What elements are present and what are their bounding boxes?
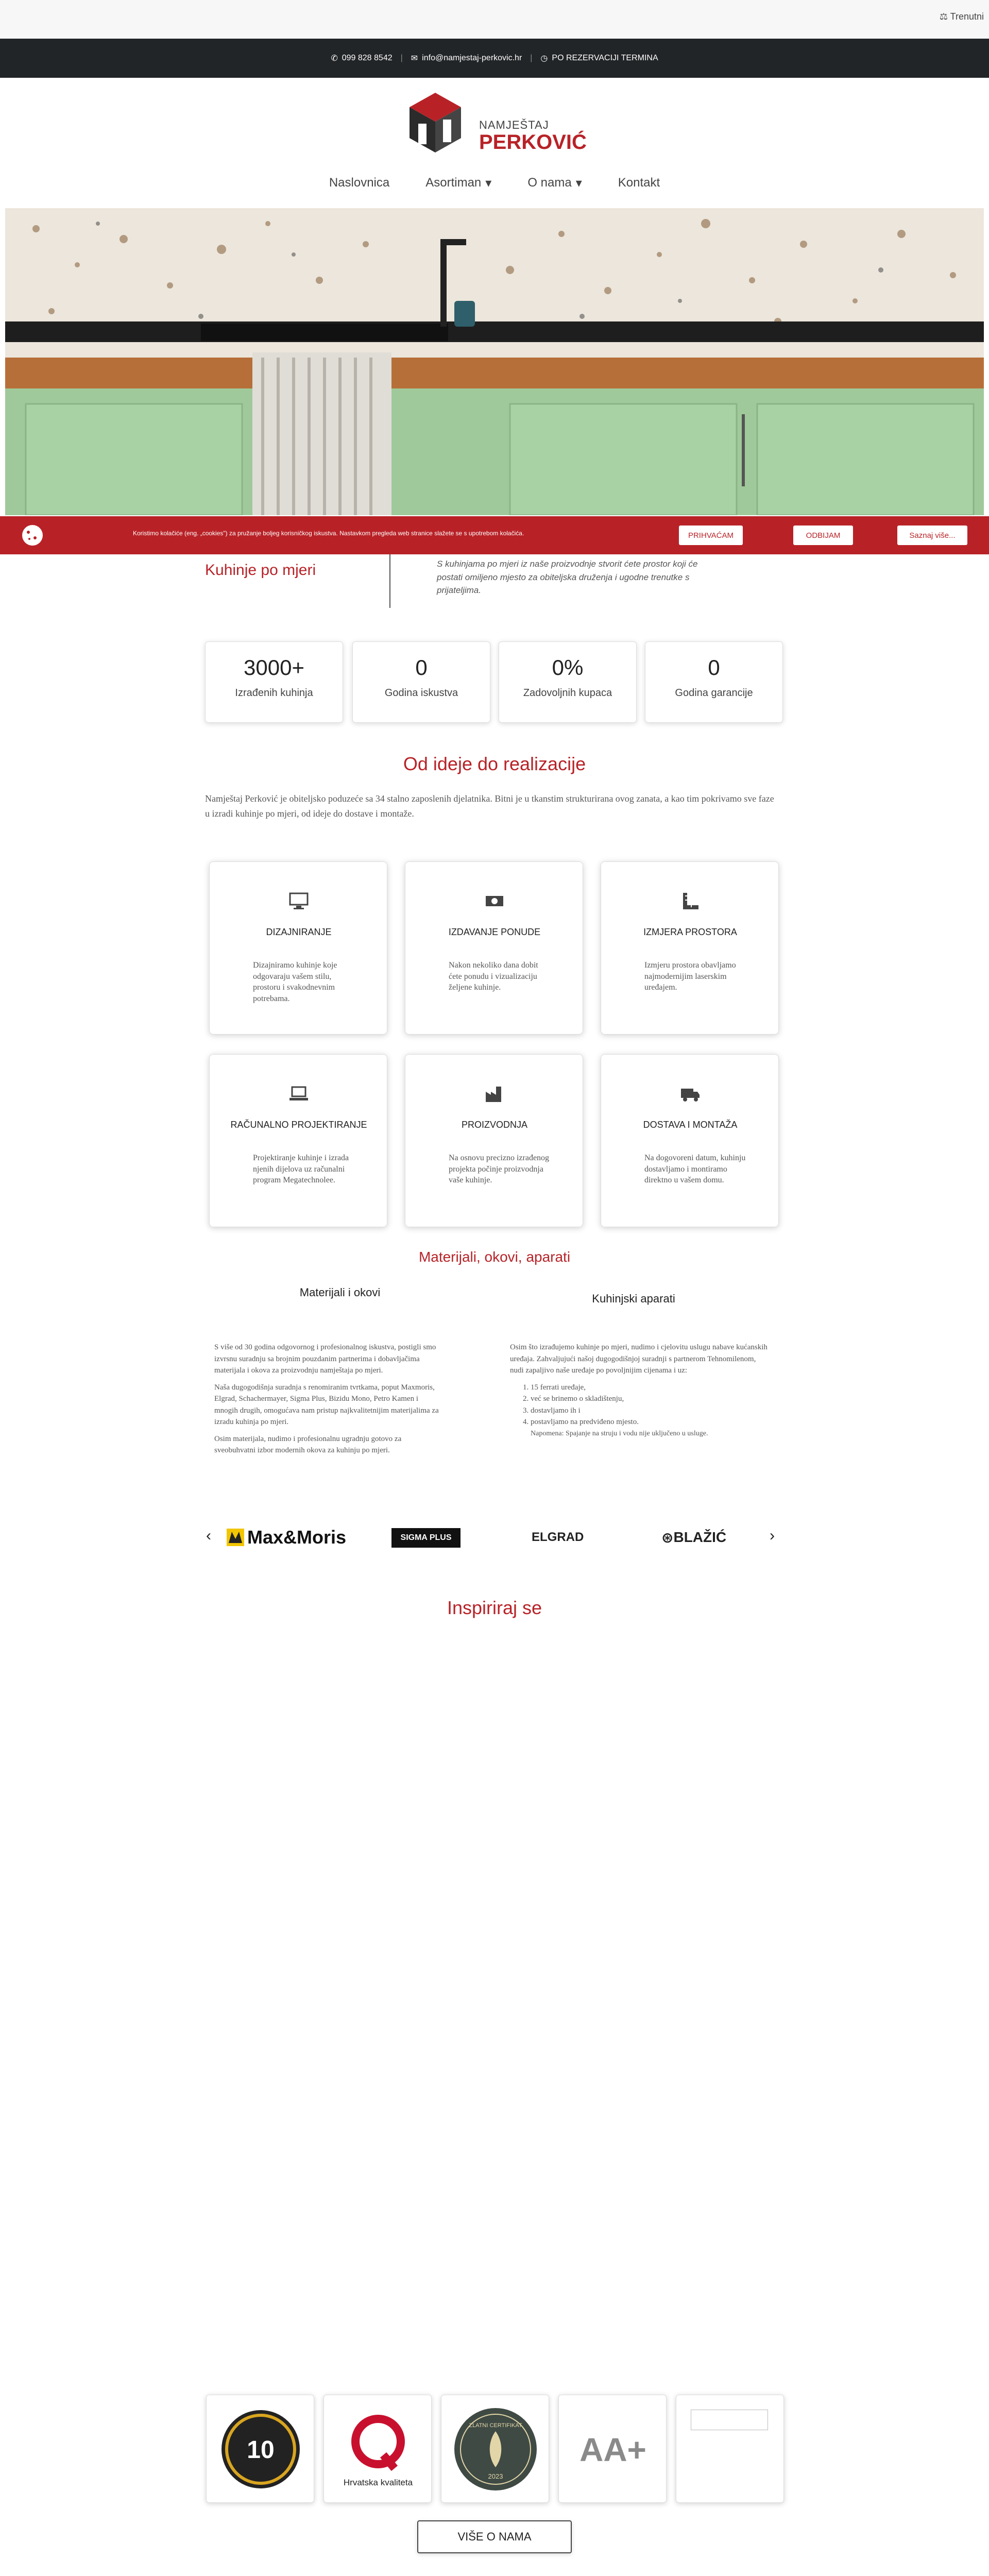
clock-icon: ◷ <box>540 54 548 63</box>
cookie-settings-button[interactable]: Saznaj više... <box>897 526 967 545</box>
currency-switch[interactable]: ⚖ Trenutni <box>939 11 984 22</box>
intro-divider <box>389 554 390 608</box>
process-text: Namještaj Perković je obiteljsko poduzeće sa 34 stalno zaposlenih djelatnika. Bitni je u tkanstim strukturirana ovog zanata, a kao tim pokrivamo sve faze u izradi kuhinje po mjeri, od ideje do dostave i montaže. <box>205 793 774 819</box>
brand-logo: SIGMA PLUS <box>391 1528 461 1548</box>
site-logo[interactable] <box>407 92 587 154</box>
svg-text:Hrvatska kvaliteta: Hrvatska kvaliteta <box>343 2478 413 2487</box>
cert-card <box>676 2395 784 2503</box>
carousel-next-icon[interactable]: › <box>770 1527 775 1544</box>
logo-mark-icon <box>407 92 464 154</box>
blazic-icon: ⊛ <box>661 1529 674 1546</box>
process-card: IZDAVANJE PONUDE Nakon nekoliko dana dobit ćete ponudu i vizualizaciju željene kuhinje. <box>405 861 583 1035</box>
money-icon <box>484 891 505 911</box>
nav-item-home[interactable]: Naslovnica <box>329 176 390 190</box>
booking-info: ◷ PO REZERVACIJI TERMINA <box>540 54 658 63</box>
stat-card: 0% Zadovoljnih kupaca <box>499 641 637 723</box>
process-card: PROIZVODNJA Na osnovu precizno izrađenog projekta počinje proizvodnja vaše kuhinje. <box>405 1054 583 1227</box>
svg-text:2023: 2023 <box>488 2472 503 2480</box>
email-link[interactable]: ✉ info@namjestaj-perkovic.hr <box>411 54 522 63</box>
brand-logo: Max&Moris <box>227 1526 361 1549</box>
email-icon: ✉ <box>411 54 418 63</box>
materials-title: Materijali, okovi, aparati <box>418 1249 571 1265</box>
logo-line1: NAMJEŠTAJ <box>479 118 549 131</box>
process-card: DOSTAVA I MONTAŽA Na dogovoreni datum, kuhinju dostavljamo i montiramo direktno u vašem domu. <box>601 1054 779 1227</box>
inspire-title: Inspiriraj se <box>447 1597 542 1618</box>
cookie-text: Koristimo kolačiće (eng. „cookies") za pružanje boljeg korisničkog iskustva. Nastavkom pregleda web stranice slažete se s upotrebom kolačića. <box>133 530 524 537</box>
currency-icon: ⚖ <box>939 11 950 22</box>
intro-text: S kuhinjama po mjeri iz naše proizvodnje stvorit ćete prostor koji će postati omiljeno mjesto za obiteljska druženja i ugodne trenutke s prijateljima. <box>437 559 698 595</box>
cookie-icon <box>21 523 44 547</box>
phone-link[interactable]: ✆ 099 828 8542 <box>331 54 393 63</box>
nav-item-about[interactable]: O nama ▾ <box>527 176 582 190</box>
aaa-rating-icon <box>559 2395 667 2503</box>
divider: | <box>530 54 533 62</box>
stat-card: 0 Godina iskustva <box>352 641 490 723</box>
monitor-icon <box>288 891 309 911</box>
process-title: Od ideje do realizacije <box>403 753 586 774</box>
process-card: RAČUNALNO PROJEKTIRANJE Projektiranje kuhinje i izrada njenih dijelova uz računalni program Megatechnolee. <box>209 1054 387 1227</box>
brand-logo: ⊛ BLAŽIĆ <box>661 1529 727 1546</box>
materials-col1-heading: Materijali i okovi <box>299 1286 381 1299</box>
chevron-down-icon: ▾ <box>575 176 582 190</box>
cookie-reject-button[interactable]: ODBIJAM <box>793 526 853 545</box>
factory-icon <box>484 1083 505 1104</box>
cert-card <box>206 2395 314 2503</box>
top-bar <box>0 0 989 39</box>
chevron-down-icon: ▾ <box>485 176 492 190</box>
nav-item-assortment[interactable]: Asortiman ▾ <box>425 176 492 190</box>
logo-line2: PERKOVIĆ <box>479 131 587 154</box>
cert-card <box>441 2395 549 2503</box>
stat-card: 0 Godina garancije <box>645 641 783 723</box>
phone-icon: ✆ <box>331 54 338 63</box>
truck-icon <box>680 1083 701 1104</box>
svg-text:10: 10 <box>247 2436 275 2464</box>
materials-col2-heading: Kuhinjski aparati <box>592 1292 675 1305</box>
broken-image-icon <box>691 2410 768 2430</box>
divider: | <box>400 54 403 62</box>
cookie-accept-button[interactable]: PRIHVAĆAM <box>679 526 743 545</box>
laptop-icon <box>288 1083 309 1104</box>
main-nav <box>0 170 989 196</box>
hero-image <box>5 208 984 515</box>
contact-bar <box>0 39 989 78</box>
svg-text:AA+: AA+ <box>579 2431 646 2468</box>
award-10-icon <box>207 2395 315 2503</box>
brand-logo: ELGRAD <box>532 1530 584 1544</box>
ruler-icon <box>680 891 701 911</box>
svg-text:ZLATNI CERTIFIKAT: ZLATNI CERTIFIKAT <box>469 2422 522 2429</box>
nav-item-contact[interactable]: Kontakt <box>618 176 660 190</box>
cert-card <box>323 2395 432 2503</box>
intro-title: Kuhinje po mjeri <box>205 562 316 579</box>
stat-card: 3000+ Izrađenih kuhinja <box>205 641 343 723</box>
materials-col1-text: S više od 30 godina odgovornog i profesionalnog iskustva, postigli smo izvrsnu suradnju sa brojnim pouzdanim partnerima i dobavljačima materijala i okova za proizvodnju namještaja po mjeri. Naša dugogodišnja suradnja s renomiranim tvrtkama, poput Maxmoris, Elgrad, Schachermayer, Sigma Plus, Bizidu Mono, Petro Kamen i mnogih drugih, omogućava nam pristup najkvalitetnijim materijalima za izradu kuhinja po mjeri. Osim materijala, nudimo i profesionalnu ugradnju gotovo za sveobuhvatni izbor modernih okova za kuhinju po mjeri. <box>214 1343 439 1454</box>
materials-col2-text: Osim što izrađujemo kuhinje po mjeri, nudimo i cjelovitu uslugu nabave kućanskih uređaja. Zahvaljujući našoj dugogodišnjoj suradnji s partnerom Tehnomilenom, nudi zapaljivo naše uređaje po povoljnijim cijenama i uz: 1. 15 ferrati uređaje, 2. već se brinemo o skladištenju, 3. dostavljamo ih i 4. postavljamo na predviđeno mjesto. Napomena: Spajanje na struju i vodu nije uključeno u usluge. <box>510 1342 768 1439</box>
process-card: DIZAJNIRANJE Dizajniramo kuhinje koje odgovaraju vašem stilu, prostoru i svakodnevnim potrebama. <box>209 861 387 1035</box>
carousel-prev-icon[interactable]: ‹ <box>206 1527 211 1544</box>
about-button[interactable]: VIŠE O NAMA <box>417 2520 572 2553</box>
zlatni-certifikat-icon <box>441 2395 550 2503</box>
cert-card <box>558 2395 667 2503</box>
cookie-bar <box>0 516 989 554</box>
maxmoris-icon <box>227 1529 244 1546</box>
process-card: IZMJERA PROSTORA Izmjeru prostora obavljamo najmodernijim laserskim uređajem. <box>601 861 779 1035</box>
hrvatska-kvaliteta-icon <box>324 2395 432 2503</box>
